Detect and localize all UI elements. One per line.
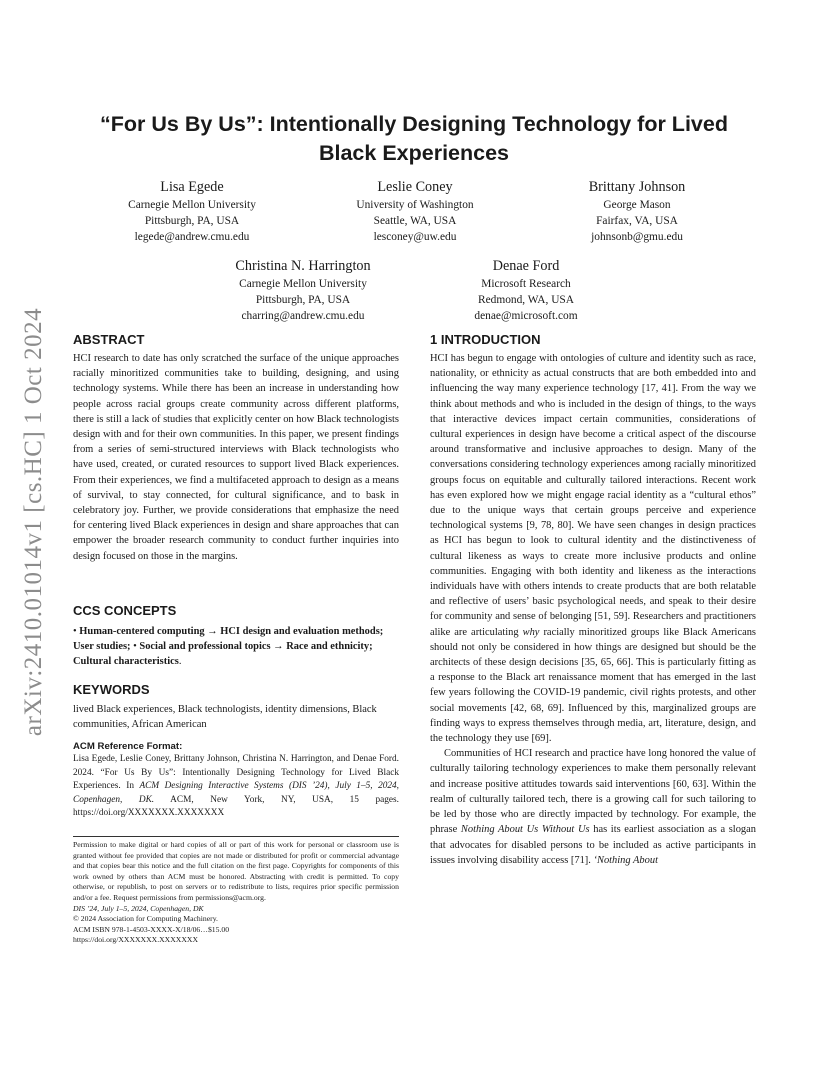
intro-emphasis: Nothing About Us Without Us xyxy=(460,824,590,836)
ccs-bullet: • xyxy=(130,641,140,653)
ccs-term: Human-centered computing → HCI design and evaluation methods; User studies; xyxy=(73,626,384,653)
author-name: Christina N. Harrington xyxy=(235,258,371,274)
ccs-heading: CCS CONCEPTS xyxy=(73,603,177,618)
author-name: Lisa Egede xyxy=(160,179,224,195)
abstract-text: HCI research to date has only scratched the surface of the unique approaches racially minoritized communities take to building, designing, and using technology systems. While there has been an increase in understanding how people across racial groups create community across different platforms, there is still a lack of studies that explicitly center on how Black technologists design with and for their own communities. In this paper, we present findings from a series of semi-structured interviews with Black technologists who have used, created, or curated resources to support lived Black experiences. From their experiences, we find a multifaceted approach to design as a means of survival, to stay connected, for cultural significance, and to bask in celebratory joy. Further, we provide considerations that emphasize the need for centering lived Black experiences in design and share approaches that can empower the broader research community to conduct further inquiries into design focused on those in the margins. xyxy=(73,353,399,562)
author-location: Fairfax, VA, USA xyxy=(596,215,678,227)
ccs-term: Social and professional topics → Race and ethnicity; Cultural characteristics xyxy=(73,641,373,668)
author-location: Seattle, WA, USA xyxy=(373,215,457,227)
author-block xyxy=(517,177,757,245)
permission-notice: Permission to make digital or hard copies of all or part of this work for personal or classroom use is granted without fee provided that copies are not made or distributed for profit or commercial advantage and that copies bear this notice and the full citation on the first page. Copyrights for components of this work owned by others than ACM must be honored. Abstracting with credit is permitted. To copy otherwise, or republish, to post on servers or to redistribute to lists, requires prior specific permission and/or a fee. Request permissions from permissions@acm.org. xyxy=(73,840,399,902)
introduction-heading: 1 INTRODUCTION xyxy=(430,332,541,347)
intro-emphasis: ‘Nothing About xyxy=(593,854,658,866)
author-affiliation: University of Washington xyxy=(356,199,474,211)
paper-title: “For Us By Us”: Intentionally Designing Technology for Lived Black Experiences xyxy=(100,112,728,165)
isbn-line: ACM ISBN 978-1-4503-XXXX-X/18/06…$15.00 xyxy=(73,924,230,934)
author-location: Redmond, WA, USA xyxy=(478,294,574,306)
keywords-section xyxy=(73,682,399,732)
author-block xyxy=(406,256,646,324)
acm-reference-heading: ACM Reference Format: xyxy=(73,741,183,752)
acm-reference-text xyxy=(73,753,399,821)
author-name: Brittany Johnson xyxy=(588,179,686,195)
ccs-end: . xyxy=(178,656,182,668)
author-email: denae@microsoft.com xyxy=(474,310,578,322)
ccs-section xyxy=(73,603,399,670)
author-email: charring@andrew.cmu.edu xyxy=(241,310,365,322)
acm-reference-venue: ACM Designing Interactive Systems (DIS ’24), July 1–5, 2024, Copenhagen, DK. xyxy=(73,781,399,805)
intro-text: Communities of HCI research and practice have long honored the value of culturally tailoring technology experiences to make them personally relevant and increase positive attitudes towards said interventions [60, 63]. Within the realm of culturally tailored tech, there is a growing call for such tailoring to be led by those who are directly impacted by technology. For example, the phrase xyxy=(430,748,756,836)
author-affiliation: George Mason xyxy=(603,199,671,211)
footnote xyxy=(73,840,399,946)
author-location: Pittsburgh, PA, USA xyxy=(255,294,351,306)
author-affiliation: Carnegie Mellon University xyxy=(128,199,256,211)
footnote-rule xyxy=(73,836,399,837)
arxiv-stamp xyxy=(14,292,54,752)
author-block xyxy=(72,177,312,245)
author-block xyxy=(295,177,535,245)
intro-emphasis: why xyxy=(522,626,540,638)
acm-reference-part: Lisa Egede, Leslie Coney, Brittany Johnson, Christina N. Harrington, and Denae Ford. 2024. “For Us By Us”: Intentionally Designing Technology for Lived Black Experiences. In xyxy=(73,754,399,791)
author-name: Leslie Coney xyxy=(377,179,453,195)
ccs-bullet: • xyxy=(73,626,80,637)
keywords-text: lived Black experiences, Black technologists, identity dimensions, Black communities, African American xyxy=(73,704,377,731)
author-affiliation: Microsoft Research xyxy=(481,278,571,290)
doi-line: https://doi.org/XXXXXXX.XXXXXXX xyxy=(73,935,198,945)
intro-paragraph xyxy=(430,351,756,746)
acm-reference xyxy=(73,741,399,821)
abstract-heading: ABSTRACT xyxy=(73,332,145,347)
author-location: Pittsburgh, PA, USA xyxy=(144,215,240,227)
author-email: johnsonb@gmu.edu xyxy=(591,231,683,243)
author-name: Denae Ford xyxy=(492,258,560,274)
intro-paragraph xyxy=(430,746,756,868)
introduction-section xyxy=(430,332,756,868)
keywords-heading: KEYWORDS xyxy=(73,682,150,697)
arxiv-id: arXiv:2410.01014v1 [cs.HC] 1 Oct 2024 xyxy=(20,307,48,737)
abstract-section xyxy=(73,332,399,564)
author-email: lesconey@uw.edu xyxy=(373,231,457,243)
author-affiliation: Carnegie Mellon University xyxy=(239,278,367,290)
intro-text: has its earliest association as a slogan that advocates for disabled persons to be included as active participants in issues involving disability access [71]. xyxy=(430,824,757,866)
intro-text: HCI has begun to engage with ontologies of culture and identity such as race, nationality, or ethnicity as actual constructs that are both embedded into and influencing the way many experience technology [17, 41]. From the way we think about methods and who is included in the design of things, to the ways that interactive devices impact certain communities, considerations of cultural experiences in design have become a critical aspect of the discourse around transformative and inclusive approaches to design. Many of the conversations considering technology experiences among racially minoritized groups focus on equitable and culturally tailored interactions. Recent work has even explored how we might engage racial identity as a “cultural ethos” due to the unique ways that certain groups perceive and experience technological systems [9, 78, 80]. We have seen changes in design practices as HCI has begun to look to cultural identity and the distinctiveness of cultural likeness as ways to create more inclusive products and online communities. Engaging with both identity and likeness as the interactions individuals have with others intends to create products that are both relatable and reflective of users’ basic psychological needs, and speak to their desire for community and sense of belonging [51, 59]. Researchers and practitioners alike are articulating xyxy=(430,353,756,638)
ccs-text xyxy=(73,624,399,670)
conference-line: DIS ’24, July 1–5, 2024, Copenhagen, DK xyxy=(73,903,204,913)
author-email: legede@andrew.cmu.edu xyxy=(134,231,250,243)
acm-reference-part: ACM, New York, NY, USA, 15 pages. https://doi.org/XXXXXXX.XXXXXXX xyxy=(73,794,399,818)
intro-text: racially minoritized groups like Black Americans should not only be considered in how things are designed but should be the architects of these design decisions [35, 65, 66]. This is particularly fitting as a response to the Black art renaissance moment that has emerged in the last few years following the COVID-19 pandemic, civil rights protests, and other social movements [42, 68, 69]. Influenced by this, marginalized groups are finding ways to express themselves through media, art, literature, design, and the technology they use [69]. xyxy=(430,626,756,745)
copyright-line: © 2024 Association for Computing Machinery. xyxy=(73,914,218,924)
author-block xyxy=(183,256,423,324)
